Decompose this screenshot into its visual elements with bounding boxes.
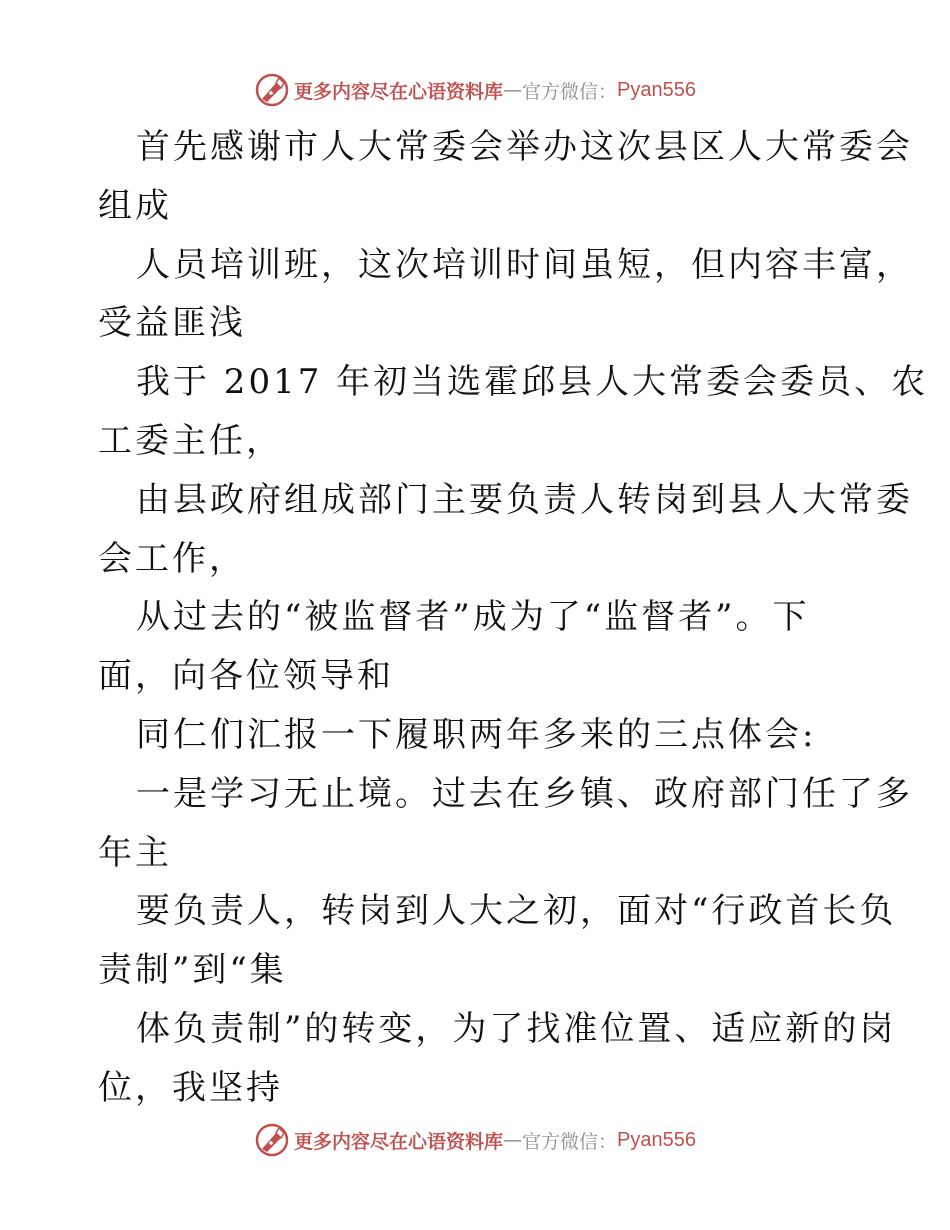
text-line: 组成 [98, 185, 172, 226]
text-line: 同仁们汇报一下履职两年多来的三点体会: [136, 714, 817, 755]
banner-wechat-id: Pyan556 [617, 78, 696, 101]
text-line: 责制”到“集 [98, 950, 287, 991]
text-line: 一是学习无止境。过去在乡镇、政府部门任了多 [136, 773, 913, 814]
banner-separator: — [503, 1129, 523, 1151]
header-banner [0, 70, 950, 110]
text-line: 位，我坚持 [98, 1067, 283, 1108]
footer-banner [0, 1120, 950, 1160]
pen-nib-logo-icon [254, 1122, 290, 1158]
banner-slogan: 更多内容尽在心语资料库 [294, 80, 504, 103]
text-line: 从过去的“被监督者”成为了“监督者”。下 [136, 597, 810, 638]
banner-wechat-id: Pyan556 [617, 1128, 696, 1151]
text-line: 年主 [98, 832, 172, 873]
text-line: 体负责制”的转变，为了找准位置、适应新的岗 [136, 1008, 897, 1049]
text-line: 受益匪浅 [98, 303, 246, 344]
text-line: 我于 2017 年初当选霍邱县人大常委会委员、农 [136, 362, 929, 403]
banner-separator: — [503, 79, 523, 101]
text-line: 由县政府组成部门主要负责人转岗到县人大常委 [136, 479, 913, 520]
banner-wechat-label: 官方微信： [522, 80, 618, 103]
text-line: 会工作， [98, 538, 246, 579]
pen-nib-logo-icon [254, 72, 290, 108]
banner-wechat-label: 官方微信： [522, 1130, 618, 1153]
text-line: 面，向各位领导和 [98, 656, 394, 697]
text-line: 工委主任， [98, 420, 283, 461]
text-line: 要负责人，转岗到人大之初，面对“行政首长负 [136, 891, 897, 932]
text-line: 人员培训班，这次培训时间虽短，但内容丰富， [136, 244, 913, 285]
banner-slogan: 更多内容尽在心语资料库 [294, 1130, 504, 1153]
body-text [98, 118, 929, 1118]
text-line: 首先感谢市人大常委会举办这次县区人大常委会 [136, 127, 913, 167]
